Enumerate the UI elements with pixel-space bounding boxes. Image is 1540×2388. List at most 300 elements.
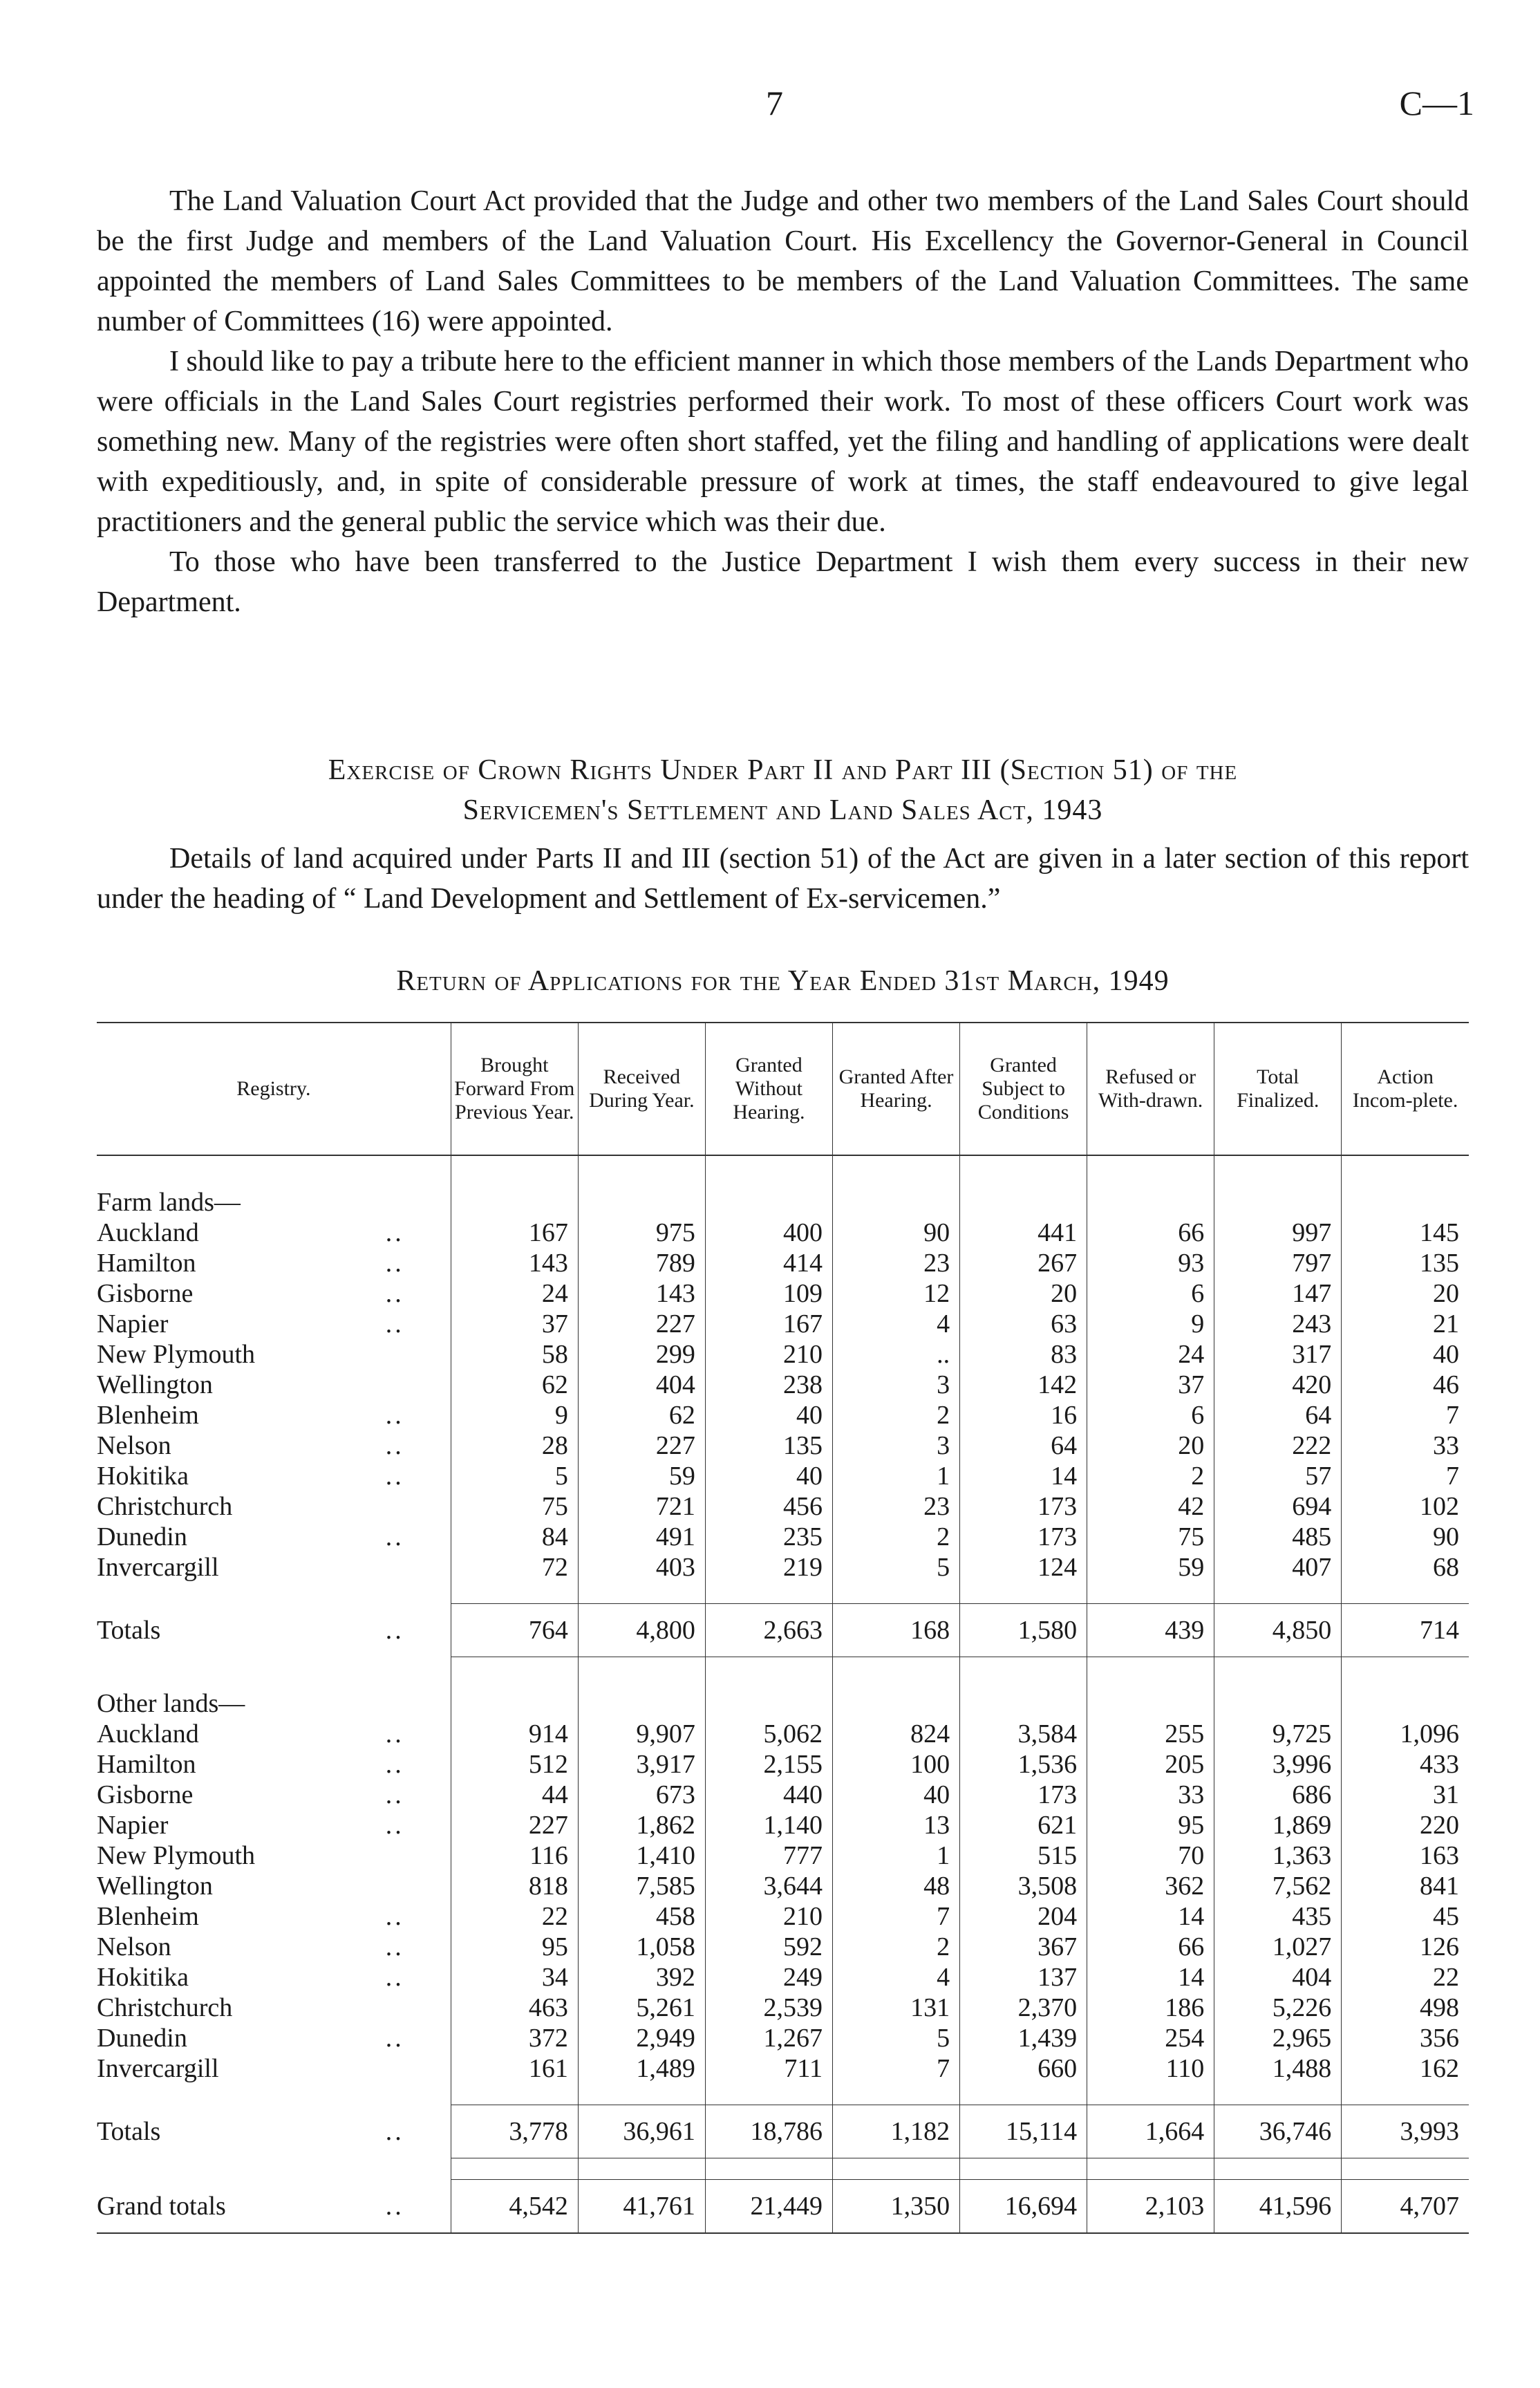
- value-cell: 64: [1214, 1400, 1342, 1430]
- value-cell: 22: [451, 1901, 578, 1932]
- column-header: Refused or With-drawn.: [1087, 1023, 1214, 1155]
- value-cell: 9: [451, 1400, 578, 1430]
- registry-cell: [97, 1780, 451, 1810]
- value-cell: 9,725: [1214, 1719, 1342, 1749]
- registry-label: [97, 2023, 441, 2053]
- registry-name: Hokitika: [97, 1963, 189, 1992]
- value-cell: 2,965: [1214, 2023, 1342, 2053]
- registry-label: [97, 1962, 441, 1993]
- leader-dots: ..: [385, 1462, 404, 1491]
- value-cell: 33: [1342, 1430, 1469, 1461]
- empty-cell: [1087, 1657, 1214, 1689]
- value-cell: 2,949: [578, 2023, 705, 2053]
- value-cell: 249: [705, 1962, 832, 1993]
- empty-cell: [97, 1583, 451, 1604]
- value-cell: 5: [832, 1552, 959, 1583]
- total-cell: 764: [451, 1604, 578, 1657]
- registry-label: [97, 1780, 441, 1810]
- total-cell: 439: [1087, 1604, 1214, 1657]
- value-cell: 1: [832, 1840, 959, 1871]
- value-cell: 721: [578, 1491, 705, 1522]
- total-cell: 15,114: [960, 2105, 1087, 2158]
- registry-label: [97, 2116, 441, 2147]
- returns-table: [97, 1022, 1469, 2234]
- value-cell: 299: [578, 1339, 705, 1370]
- registry-name: Wellington: [97, 1872, 213, 1901]
- value-cell: 72: [451, 1552, 578, 1583]
- value-cell: 63: [960, 1309, 1087, 1339]
- table-row: [97, 1840, 1469, 1871]
- value-cell: 9,907: [578, 1719, 705, 1749]
- leader-dots: ..: [385, 1431, 404, 1460]
- page-header: [0, 83, 1540, 145]
- value-cell: 621: [960, 1810, 1087, 1840]
- leader-dots: ..: [385, 1902, 404, 1931]
- value-cell: 592: [705, 1932, 832, 1962]
- spacer-row: [97, 1657, 1469, 1689]
- value-cell: 90: [1342, 1522, 1469, 1552]
- grand-total-cell: 4,542: [451, 2180, 578, 2234]
- empty-cell: [451, 2158, 578, 2180]
- grand-total-cell: 1,350: [832, 2180, 959, 2234]
- leader-dots: ..: [385, 1811, 404, 1840]
- registry-label: [97, 1901, 441, 1932]
- empty-cell: [960, 1187, 1087, 1218]
- registry-name: Hokitika: [97, 1462, 189, 1491]
- value-cell: 392: [578, 1962, 705, 1993]
- registry-name: Invercargill: [97, 1553, 219, 1582]
- registry-cell: [97, 1840, 451, 1871]
- registry-cell: [97, 1218, 451, 1248]
- value-cell: 491: [578, 1522, 705, 1552]
- registry-cell: [97, 1370, 451, 1400]
- value-cell: 1,096: [1342, 1719, 1469, 1749]
- registry-cell: [97, 1278, 451, 1309]
- value-cell: 356: [1342, 2023, 1469, 2053]
- empty-cell: [832, 1155, 959, 1187]
- value-cell: 404: [578, 1370, 705, 1400]
- empty-cell: [97, 2084, 451, 2105]
- value-cell: 40: [832, 1780, 959, 1810]
- empty-cell: [1214, 2158, 1342, 2180]
- registry-name: Grand totals: [97, 2191, 226, 2221]
- value-cell: 485: [1214, 1522, 1342, 1552]
- registry-name: Hamilton: [97, 1750, 196, 1779]
- leader-dots: ..: [385, 2117, 404, 2146]
- empty-cell: [97, 1155, 451, 1187]
- value-cell: 162: [1342, 2053, 1469, 2084]
- table-row: [97, 1962, 1469, 1993]
- value-cell: 1,536: [960, 1749, 1087, 1780]
- value-cell: 2: [832, 1400, 959, 1430]
- registry-label: [97, 1430, 441, 1461]
- value-cell: 818: [451, 1871, 578, 1901]
- value-cell: 512: [451, 1749, 578, 1780]
- value-cell: 135: [1342, 1248, 1469, 1278]
- value-cell: 83: [960, 1339, 1087, 1370]
- value-cell: 16: [960, 1400, 1087, 1430]
- empty-cell: [1087, 1688, 1214, 1719]
- empty-cell: [832, 1688, 959, 1719]
- category-row: [97, 1688, 1469, 1719]
- leader-dots: ..: [385, 2024, 404, 2053]
- column-header: Brought Forward From Previous Year.: [451, 1023, 578, 1155]
- value-cell: 210: [705, 1901, 832, 1932]
- registry-label: [97, 1552, 441, 1583]
- table-row: [97, 1278, 1469, 1309]
- grand-total-cell: 16,694: [960, 2180, 1087, 2234]
- total-cell: 168: [832, 1604, 959, 1657]
- registry-name: Invercargill: [97, 2054, 219, 2083]
- empty-cell: [960, 2158, 1087, 2180]
- grand-total-cell: 4,707: [1342, 2180, 1469, 2234]
- empty-cell: [960, 1583, 1087, 1604]
- table-row: [97, 1993, 1469, 2023]
- value-cell: 1,489: [578, 2053, 705, 2084]
- value-cell: 914: [451, 1719, 578, 1749]
- category-label: Farm lands—: [97, 1188, 241, 1217]
- column-header: Granted Subject to Conditions: [960, 1023, 1087, 1155]
- empty-cell: [1342, 2084, 1469, 2105]
- registry-name: Christchurch: [97, 1492, 233, 1521]
- column-header: Granted Without Hearing.: [705, 1023, 832, 1155]
- value-cell: 400: [705, 1218, 832, 1248]
- value-cell: 407: [1214, 1552, 1342, 1583]
- value-cell: 173: [960, 1491, 1087, 1522]
- empty-cell: [451, 1583, 578, 1604]
- table-row: [97, 1552, 1469, 1583]
- value-cell: 12: [832, 1278, 959, 1309]
- value-cell: 37: [451, 1309, 578, 1339]
- paragraph-3: To those who have been transferred to the Justice Department I wish them every success in their new Department.: [97, 546, 1469, 618]
- registry-label: [97, 1339, 441, 1370]
- value-cell: 46: [1342, 1370, 1469, 1400]
- value-cell: 227: [451, 1810, 578, 1840]
- grand-total-cell: 21,449: [705, 2180, 832, 2234]
- value-cell: 40: [1342, 1339, 1469, 1370]
- value-cell: 515: [960, 1840, 1087, 1871]
- value-cell: 20: [1342, 1278, 1469, 1309]
- empty-cell: [578, 1155, 705, 1187]
- section-text: [97, 839, 1469, 919]
- value-cell: 59: [578, 1461, 705, 1491]
- empty-cell: [1214, 1187, 1342, 1218]
- value-cell: 24: [1087, 1339, 1214, 1370]
- registry-name: Wellington: [97, 1370, 213, 1399]
- empty-cell: [960, 2084, 1087, 2105]
- grand-total-cell: 41,596: [1214, 2180, 1342, 2234]
- column-header: Received During Year.: [578, 1023, 705, 1155]
- value-cell: 267: [960, 1248, 1087, 1278]
- empty-cell: [832, 1187, 959, 1218]
- value-cell: 372: [451, 2023, 578, 2053]
- leader-dots: ..: [385, 1932, 404, 1961]
- value-cell: 1,027: [1214, 1932, 1342, 1962]
- table-row: [97, 1780, 1469, 1810]
- value-cell: 1,410: [578, 1840, 705, 1871]
- value-cell: 6: [1087, 1278, 1214, 1309]
- value-cell: 997: [1214, 1218, 1342, 1248]
- value-cell: 1: [832, 1461, 959, 1491]
- value-cell: 163: [1342, 1840, 1469, 1871]
- value-cell: 62: [578, 1400, 705, 1430]
- value-cell: 1,862: [578, 1810, 705, 1840]
- registry-cell: [97, 1430, 451, 1461]
- value-cell: 167: [451, 1218, 578, 1248]
- value-cell: 142: [960, 1370, 1087, 1400]
- value-cell: 20: [1087, 1430, 1214, 1461]
- total-cell: 3,993: [1342, 2105, 1469, 2158]
- empty-cell: [705, 1657, 832, 1689]
- leader-dots: ..: [385, 1401, 404, 1430]
- value-cell: 1,267: [705, 2023, 832, 2053]
- value-cell: 440: [705, 1780, 832, 1810]
- value-cell: 102: [1342, 1491, 1469, 1522]
- value-cell: 7: [832, 1901, 959, 1932]
- total-cell: 36,746: [1214, 2105, 1342, 2158]
- leader-dots: ..: [385, 1522, 404, 1551]
- value-cell: 68: [1342, 1552, 1469, 1583]
- registry-cell: [97, 1901, 451, 1932]
- table-body: [97, 1155, 1469, 2233]
- total-cell: 4,800: [578, 1604, 705, 1657]
- value-cell: 40: [705, 1400, 832, 1430]
- empty-cell: [578, 2084, 705, 2105]
- empty-cell: [705, 2084, 832, 2105]
- empty-cell: [1214, 1657, 1342, 1689]
- value-cell: 40: [705, 1461, 832, 1491]
- empty-cell: [1214, 2084, 1342, 2105]
- registry-cell: [97, 2023, 451, 2053]
- value-cell: 58: [451, 1339, 578, 1370]
- value-cell: 1,058: [578, 1932, 705, 1962]
- registry-cell: [97, 1248, 451, 1278]
- value-cell: 5,261: [578, 1993, 705, 2023]
- empty-cell: [1087, 1187, 1214, 1218]
- empty-cell: [578, 1583, 705, 1604]
- value-cell: 186: [1087, 1993, 1214, 2023]
- table-row: [97, 1522, 1469, 1552]
- registry-cell: [97, 1339, 451, 1370]
- value-cell: 90: [832, 1218, 959, 1248]
- value-cell: 84: [451, 1522, 578, 1552]
- value-cell: 797: [1214, 1248, 1342, 1278]
- spacer-row: [97, 2084, 1469, 2105]
- value-cell: 5,062: [705, 1719, 832, 1749]
- value-cell: 235: [705, 1522, 832, 1552]
- value-cell: 5: [451, 1461, 578, 1491]
- registry-name: Dunedin: [97, 2024, 187, 2053]
- value-cell: 824: [832, 1719, 959, 1749]
- registry-name: Dunedin: [97, 1522, 187, 1551]
- value-cell: 147: [1214, 1278, 1342, 1309]
- paragraph-2: I should like to pay a tribute here to the efficient manner in which those members of the Lands Department who were officials in the Land Sales Court registries performed their work. To most of these officers Court work was something new. Many of the registries were often short staffed, yet the filing and handling of applications were dealt with expeditiously, and, in spite of considerable pressure of work at times, the staff endeavoured to give legal practitioners and the general public the service which was their due.: [97, 346, 1469, 538]
- registry-label: [97, 1370, 441, 1400]
- empty-cell: [705, 1187, 832, 1218]
- leader-dots: ..: [385, 1963, 404, 1992]
- leader-dots: ..: [385, 1750, 404, 1779]
- value-cell: 2: [832, 1522, 959, 1552]
- value-cell: 109: [705, 1278, 832, 1309]
- value-cell: 22: [1342, 1962, 1469, 1993]
- empty-cell: [578, 1657, 705, 1689]
- registry-label: [97, 1400, 441, 1430]
- table-row: [97, 1309, 1469, 1339]
- table-header-row: [97, 1023, 1469, 1155]
- table-row: [97, 1430, 1469, 1461]
- registry-name: New Plymouth: [97, 1340, 256, 1369]
- value-cell: 222: [1214, 1430, 1342, 1461]
- value-cell: 660: [960, 2053, 1087, 2084]
- value-cell: 173: [960, 1780, 1087, 1810]
- body-text: [97, 181, 1469, 622]
- column-header: Action Incom-plete.: [1342, 1023, 1469, 1155]
- value-cell: 3,508: [960, 1871, 1087, 1901]
- registry-cell: [97, 1962, 451, 1993]
- value-cell: 33: [1087, 1780, 1214, 1810]
- value-cell: 463: [451, 1993, 578, 2023]
- leader-dots: ..: [385, 1719, 404, 1748]
- value-cell: 13: [832, 1810, 959, 1840]
- totals-row: [97, 1604, 1469, 1657]
- value-cell: 7,562: [1214, 1871, 1342, 1901]
- total-cell: 2,663: [705, 1604, 832, 1657]
- empty-cell: [451, 2084, 578, 2105]
- empty-cell: [1214, 1583, 1342, 1604]
- total-cell: 4,850: [1214, 1604, 1342, 1657]
- column-header: Granted After Hearing.: [832, 1023, 959, 1155]
- leader-dots: ..: [385, 1616, 404, 1645]
- registry-label: [97, 2053, 441, 2084]
- empty-cell: [1342, 1657, 1469, 1689]
- value-cell: 458: [578, 1901, 705, 1932]
- table-row: [97, 2053, 1469, 2084]
- totals-row: [97, 2105, 1469, 2158]
- value-cell: 254: [1087, 2023, 1214, 2053]
- value-cell: 7: [1342, 1461, 1469, 1491]
- value-cell: 403: [578, 1552, 705, 1583]
- empty-cell: [451, 1688, 578, 1719]
- registry-name: Totals: [97, 1616, 161, 1645]
- value-cell: 7: [1342, 1400, 1469, 1430]
- value-cell: 23: [832, 1491, 959, 1522]
- value-cell: 167: [705, 1309, 832, 1339]
- value-cell: 70: [1087, 1840, 1214, 1871]
- leader-dots: ..: [385, 1780, 404, 1809]
- registry-name: Gisborne: [97, 1279, 194, 1308]
- empty-cell: [451, 1187, 578, 1218]
- registry-cell: [97, 2105, 451, 2158]
- value-cell: 6: [1087, 1400, 1214, 1430]
- registry-cell: [97, 1400, 451, 1430]
- value-cell: 3: [832, 1430, 959, 1461]
- empty-cell: [578, 1187, 705, 1218]
- value-cell: 42: [1087, 1491, 1214, 1522]
- value-cell: 75: [1087, 1522, 1214, 1552]
- registry-label: [97, 1810, 441, 1840]
- value-cell: 3,917: [578, 1749, 705, 1780]
- table-row: [97, 1932, 1469, 1962]
- category-label: Other lands—: [97, 1689, 245, 1718]
- registry-cell: [97, 1309, 451, 1339]
- registry-cell: [97, 1604, 451, 1657]
- value-cell: 45: [1342, 1901, 1469, 1932]
- value-cell: 62: [451, 1370, 578, 1400]
- page-number: 7: [766, 84, 783, 122]
- value-cell: 441: [960, 1218, 1087, 1248]
- table-row: [97, 1871, 1469, 1901]
- registry-cell: [97, 1522, 451, 1552]
- total-cell: 36,961: [578, 2105, 705, 2158]
- value-cell: 5,226: [1214, 1993, 1342, 2023]
- value-cell: 24: [451, 1278, 578, 1309]
- value-cell: 57: [1214, 1461, 1342, 1491]
- section-heading-line-1: Exercise of Crown Rights Under Part II and Part III (Section 51) of the: [328, 754, 1238, 786]
- empty-cell: [832, 2158, 959, 2180]
- leader-dots: ..: [385, 2191, 404, 2221]
- registry-label: [97, 1840, 441, 1871]
- registry-label: [97, 1248, 441, 1278]
- registry-cell: [97, 1871, 451, 1901]
- value-cell: 789: [578, 1248, 705, 1278]
- leader-dots: ..: [385, 1309, 404, 1338]
- value-cell: 116: [451, 1840, 578, 1871]
- registry-label: [97, 1461, 441, 1491]
- value-cell: 686: [1214, 1780, 1342, 1810]
- value-cell: 238: [705, 1370, 832, 1400]
- registry-label: [97, 1749, 441, 1780]
- value-cell: 204: [960, 1901, 1087, 1932]
- registry-label: [97, 1218, 441, 1248]
- value-cell: 210: [705, 1339, 832, 1370]
- table-row: [97, 1370, 1469, 1400]
- value-cell: 420: [1214, 1370, 1342, 1400]
- registry-name: Blenheim: [97, 1401, 199, 1430]
- registry-label: [97, 1309, 441, 1339]
- registry-name: Napier: [97, 1811, 169, 1840]
- value-cell: 124: [960, 1552, 1087, 1583]
- registry-cell: [97, 1749, 451, 1780]
- value-cell: 456: [705, 1491, 832, 1522]
- value-cell: 367: [960, 1932, 1087, 1962]
- value-cell: 5: [832, 2023, 959, 2053]
- registry-cell: [97, 1719, 451, 1749]
- registry-name: Nelson: [97, 1431, 171, 1460]
- total-cell: 18,786: [705, 2105, 832, 2158]
- value-cell: 95: [451, 1932, 578, 1962]
- spacer-row: [97, 1583, 1469, 1604]
- value-cell: 7,585: [578, 1871, 705, 1901]
- empty-cell: [960, 1688, 1087, 1719]
- value-cell: 777: [705, 1840, 832, 1871]
- value-cell: 66: [1087, 1932, 1214, 1962]
- registry-label: [97, 1871, 441, 1901]
- registry-name: Blenheim: [97, 1902, 199, 1931]
- column-header: Total Finalized.: [1214, 1023, 1342, 1155]
- registry-name: Nelson: [97, 1932, 171, 1961]
- spacer-row: [97, 1155, 1469, 1187]
- registry-name: Auckland: [97, 1218, 199, 1247]
- value-cell: 145: [1342, 1218, 1469, 1248]
- empty-cell: [578, 1688, 705, 1719]
- value-cell: 1,488: [1214, 2053, 1342, 2084]
- value-cell: 2,539: [705, 1993, 832, 2023]
- table-row: [97, 1248, 1469, 1278]
- value-cell: 48: [832, 1871, 959, 1901]
- value-cell: 2,155: [705, 1749, 832, 1780]
- grand-totals-row: [97, 2180, 1469, 2234]
- table-row: [97, 1901, 1469, 1932]
